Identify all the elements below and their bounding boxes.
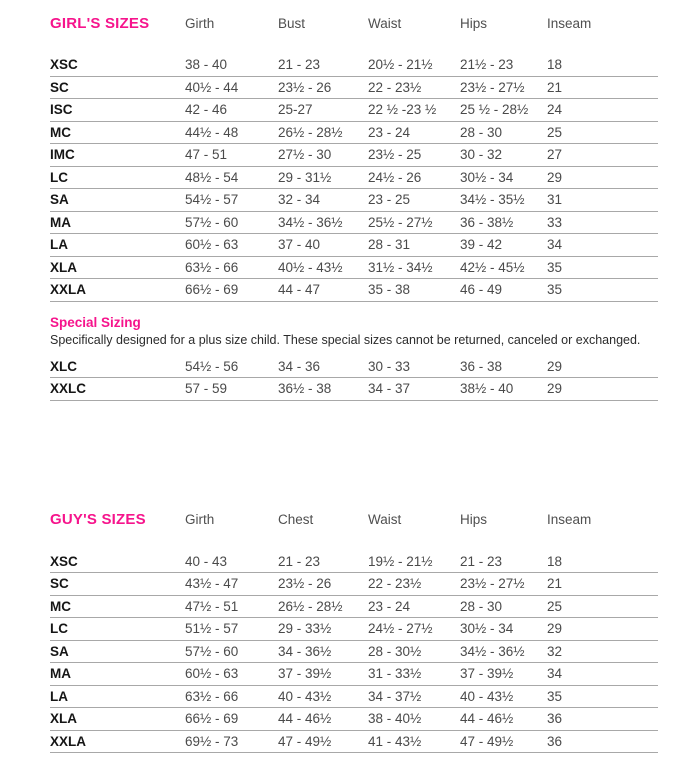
measurement-value: 23½ - 27½ (460, 576, 525, 591)
measurement-value: 54½ - 56 (185, 358, 239, 374)
measurement-value: 57 - 59 (185, 381, 228, 396)
measurement-value: 21 (547, 576, 563, 591)
size-code-label: XLA (50, 259, 77, 275)
measurement-value: 22 ½ -23 ½ (368, 102, 437, 117)
measurement-value: 35 (547, 688, 563, 704)
girls-table-header (50, 14, 658, 32)
measurement-value: 28 - 30 (460, 124, 503, 140)
measurement-value: 29 (547, 381, 563, 396)
measurement-value: 30½ - 34 (460, 621, 514, 636)
size-code-label: MA (50, 666, 71, 681)
table-row (50, 686, 658, 709)
measurement-value: 25½ - 27½ (368, 214, 433, 230)
measurement-value: 23½ - 25 (368, 147, 422, 162)
size-code-label: MC (50, 124, 71, 140)
measurement-value: 23½ - 27½ (460, 79, 525, 95)
measurement-value: 43½ - 47 (185, 576, 239, 591)
measurement-value: 29 (547, 358, 563, 374)
table-row (50, 54, 658, 77)
column-header-chest: Chest (278, 512, 314, 527)
measurement-value: 35 (547, 282, 563, 297)
measurement-value: 47 - 49½ (460, 733, 514, 749)
table-row (50, 596, 658, 619)
column-header-hips: Hips (460, 512, 488, 527)
measurement-value: 27 (547, 147, 563, 162)
measurement-value: 21 (547, 79, 563, 95)
measurement-value: 29 (547, 169, 563, 185)
table-row (50, 212, 658, 235)
measurement-value: 21 - 23 (278, 553, 321, 569)
measurement-value: 28 - 30 (460, 598, 503, 614)
size-code-label: SA (50, 643, 69, 659)
measurement-value: 23½ - 26 (278, 79, 332, 95)
measurement-value: 22 - 23½ (368, 576, 422, 591)
measurement-value: 60½ - 63 (185, 666, 239, 681)
table-row (50, 77, 658, 100)
measurement-value: 32 (547, 643, 563, 659)
measurement-value: 47 - 49½ (278, 733, 332, 749)
guys-sizes-title: GUY'S SIZES (50, 511, 146, 528)
measurement-value: 37 - 39½ (460, 666, 514, 681)
table-row (50, 551, 658, 574)
measurement-value: 36 (547, 711, 563, 726)
measurement-value: 41 - 43½ (368, 733, 422, 749)
measurement-value: 57½ - 60 (185, 643, 239, 659)
size-code-label: XSC (50, 57, 78, 72)
guys-table-rows (50, 551, 658, 754)
measurement-value: 40½ - 44 (185, 79, 239, 95)
table-row (50, 234, 658, 257)
measurement-value: 44½ - 48 (185, 124, 239, 140)
measurement-value: 51½ - 57 (185, 621, 239, 636)
measurement-value: 57½ - 60 (185, 214, 239, 230)
measurement-value: 25-27 (278, 102, 313, 117)
size-code-label: XXLC (50, 381, 87, 396)
measurement-value: 44 - 47 (278, 282, 321, 297)
table-row (50, 378, 658, 401)
measurement-value: 28 - 30½ (368, 643, 422, 659)
measurement-value: 38½ - 40 (460, 381, 514, 396)
measurement-value: 29 (547, 621, 563, 636)
measurement-value: 47 - 51 (185, 147, 228, 162)
measurement-value: 34 (547, 237, 563, 252)
measurement-value: 32 - 34 (278, 192, 321, 207)
table-row (50, 731, 658, 754)
measurement-value: 30 - 32 (460, 147, 503, 162)
measurement-value: 18 (547, 57, 563, 72)
column-header-waist: Waist (368, 512, 402, 527)
measurement-value: 40 - 43½ (278, 688, 332, 704)
measurement-value: 44 - 46½ (460, 711, 514, 726)
table-row (50, 641, 658, 664)
measurement-value: 36 - 38 (460, 358, 503, 374)
table-row (50, 99, 658, 122)
size-code-label: XXLA (50, 282, 87, 297)
measurement-value: 54½ - 57 (185, 192, 239, 207)
measurement-value: 66½ - 69 (185, 282, 239, 297)
measurement-value: 46 - 49 (460, 282, 503, 297)
measurement-value: 23 - 25 (368, 192, 411, 207)
size-code-label: LA (50, 237, 68, 252)
size-code-label: SC (50, 576, 69, 591)
measurement-value: 24½ - 26 (368, 169, 422, 185)
size-code-label: XXLA (50, 733, 87, 749)
measurement-value: 47½ - 51 (185, 598, 239, 614)
measurement-value: 25 (547, 598, 563, 614)
measurement-value: 63½ - 66 (185, 688, 239, 704)
table-row (50, 122, 658, 145)
size-code-label: LA (50, 688, 68, 704)
measurement-value: 34 - 36 (278, 358, 321, 374)
measurement-value: 26½ - 28½ (278, 124, 343, 140)
measurement-value: 40½ - 43½ (278, 259, 343, 275)
measurement-value: 36½ - 38 (278, 381, 332, 396)
measurement-value: 48½ - 54 (185, 169, 239, 185)
measurement-value: 24½ - 27½ (368, 621, 433, 636)
girls-table-rows (50, 54, 658, 302)
measurement-value: 69½ - 73 (185, 733, 239, 749)
measurement-value: 21 - 23 (460, 553, 503, 569)
measurement-value: 23½ - 26 (278, 576, 332, 591)
column-header-bust: Bust (278, 15, 306, 31)
girls-sizes-section (50, 14, 658, 401)
size-code-label: XLC (50, 358, 77, 374)
measurement-value: 28 - 31 (368, 237, 411, 252)
column-header-inseam: Inseam (547, 15, 592, 31)
size-code-label: XSC (50, 553, 78, 569)
table-row (50, 279, 658, 302)
measurement-value: 60½ - 63 (185, 237, 239, 252)
size-code-label: IMC (50, 147, 75, 162)
measurement-value: 19½ - 21½ (368, 553, 433, 569)
measurement-value: 42½ - 45½ (460, 259, 525, 275)
table-row (50, 708, 658, 731)
size-code-label: ISC (50, 102, 73, 117)
measurement-value: 33 (547, 214, 563, 230)
column-header-hips: Hips (460, 15, 488, 31)
measurement-value: 24 (547, 102, 563, 117)
measurement-value: 31 (547, 192, 563, 207)
measurement-value: 25 ½ - 28½ (460, 102, 529, 117)
measurement-value: 66½ - 69 (185, 711, 239, 726)
measurement-value: 63½ - 66 (185, 259, 239, 275)
table-row (50, 144, 658, 167)
measurement-value: 27½ - 30 (278, 147, 332, 162)
table-row (50, 663, 658, 686)
measurement-value: 39 - 42 (460, 237, 503, 252)
size-code-label: MA (50, 214, 71, 230)
table-row (50, 618, 658, 641)
special-sizing-rows (50, 356, 658, 401)
measurement-value: 29 - 33½ (278, 621, 332, 636)
measurement-value: 35 (547, 259, 563, 275)
table-row (50, 257, 658, 280)
special-sizing-heading: Special Sizing (50, 314, 141, 330)
measurement-value: 31½ - 34½ (368, 259, 433, 275)
measurement-value: 36 (547, 733, 563, 749)
size-code-label: SC (50, 79, 69, 95)
measurement-value: 30½ - 34 (460, 169, 514, 185)
measurement-value: 36 - 38½ (460, 214, 514, 230)
column-header-waist: Waist (368, 15, 402, 31)
measurement-value: 21 - 23 (278, 57, 321, 72)
measurement-value: 34½ - 35½ (460, 192, 525, 207)
measurement-value: 31 - 33½ (368, 666, 422, 681)
measurement-value: 34 (547, 666, 563, 681)
measurement-value: 40 - 43 (185, 553, 228, 569)
column-header-inseam: Inseam (547, 512, 592, 527)
measurement-value: 38 - 40½ (368, 711, 422, 726)
table-row (50, 167, 658, 190)
measurement-value: 22 - 23½ (368, 79, 422, 95)
measurement-value: 37 - 39½ (278, 666, 332, 681)
table-row (50, 356, 658, 379)
measurement-value: 34½ - 36½ (460, 643, 525, 659)
measurement-value: 42 - 46 (185, 102, 228, 117)
measurement-value: 34 - 37 (368, 381, 411, 396)
measurement-value: 20½ - 21½ (368, 57, 433, 72)
measurement-value: 25 (547, 124, 563, 140)
girls-sizes-title: GIRL'S SIZES (50, 14, 150, 32)
column-header-girth: Girth (185, 512, 215, 527)
measurement-value: 18 (547, 553, 563, 569)
table-row (50, 573, 658, 596)
size-code-label: SA (50, 192, 69, 207)
table-row (50, 189, 658, 212)
guys-sizes-section (50, 511, 658, 754)
measurement-value: 44 - 46½ (278, 711, 332, 726)
measurement-value: 26½ - 28½ (278, 598, 343, 614)
measurement-value: 23 - 24 (368, 598, 411, 614)
size-code-label: XLA (50, 711, 77, 726)
measurement-value: 23 - 24 (368, 124, 411, 140)
measurement-value: 37 - 40 (278, 237, 321, 252)
size-code-label: MC (50, 598, 71, 614)
guys-table-header (50, 511, 658, 529)
size-code-label: LC (50, 169, 68, 185)
measurement-value: 35 - 38 (368, 282, 411, 297)
measurement-value: 34½ - 36½ (278, 214, 343, 230)
measurement-value: 30 - 33 (368, 358, 411, 374)
special-sizing-note: Specifically designed for a plus size child. These special sizes cannot be returned, canceled or exchanged. (50, 332, 641, 347)
measurement-value: 40 - 43½ (460, 688, 514, 704)
measurement-value: 38 - 40 (185, 57, 228, 72)
measurement-value: 34 - 37½ (368, 688, 422, 704)
measurement-value: 29 - 31½ (278, 169, 332, 185)
size-code-label: LC (50, 621, 68, 636)
measurement-value: 34 - 36½ (278, 643, 332, 659)
column-header-girth: Girth (185, 15, 215, 31)
measurement-value: 21½ - 23 (460, 57, 514, 72)
